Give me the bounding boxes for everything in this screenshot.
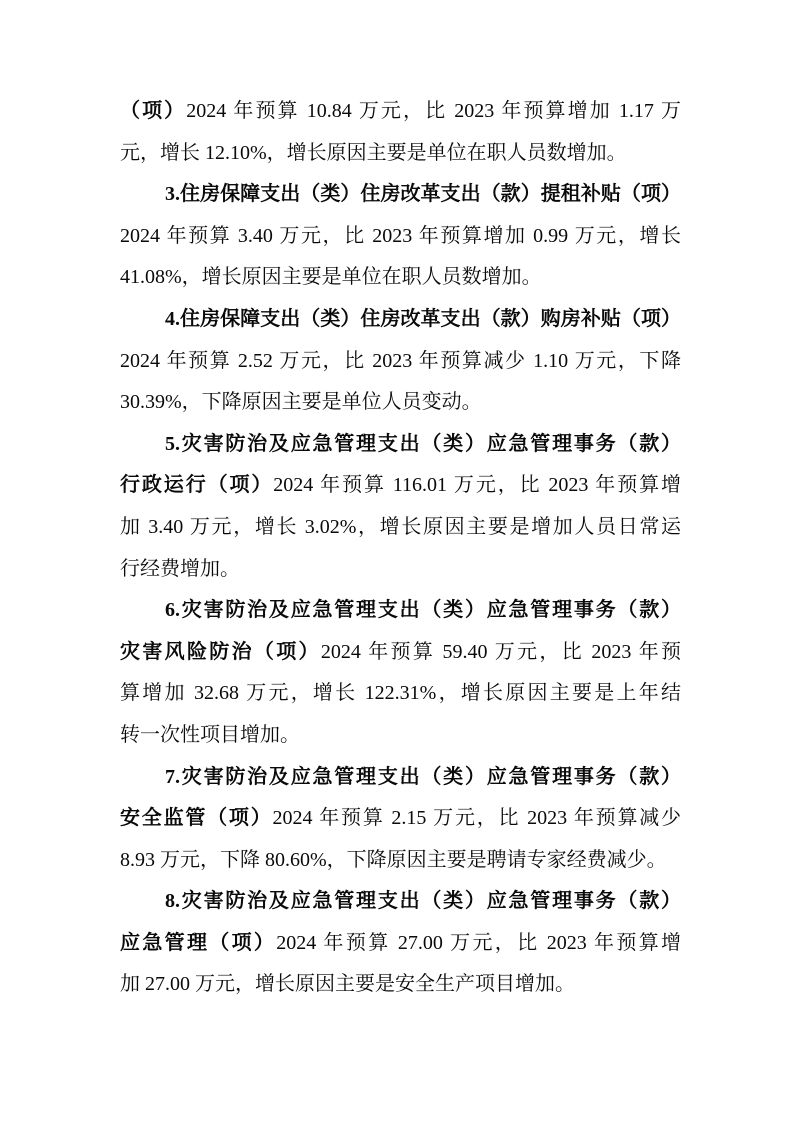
text-run: 2024 年预算 2.15 万元，比 2023 年预算减少 [272, 807, 681, 830]
doc-line [120, 424, 681, 466]
text-run: 30.39%，下降原因主要是单位人员变动。 [120, 391, 482, 414]
paragraph [120, 424, 681, 590]
bold-run: 8.灾害防治及应急管理支出（类）应急管理事务（款） [165, 890, 681, 913]
doc-line [120, 715, 681, 757]
doc-line [120, 798, 681, 840]
doc-line [120, 632, 681, 674]
text-run: 2024 年预算 2.52 万元，比 2023 年预算减少 1.10 万元，下降 [120, 349, 681, 372]
bold-run: 3.住房保障支出（类）住房改革支出（款）提租补贴（项） [165, 183, 681, 206]
doc-line [120, 923, 681, 965]
bold-run: 灾害风险防治（项） [120, 640, 321, 663]
paragraph [120, 174, 681, 299]
bold-run: 7.灾害防治及应急管理支出（类）应急管理事务（款） [165, 765, 681, 788]
bold-run: 安全监管（项） [120, 807, 273, 830]
doc-line [120, 840, 681, 882]
doc-line [120, 257, 681, 299]
paragraph [120, 299, 681, 424]
paragraph [120, 757, 681, 882]
doc-line [120, 549, 681, 591]
paragraph [120, 91, 681, 174]
text-run: 行经费增加。 [120, 557, 240, 580]
doc-line [120, 757, 681, 799]
text-run: 41.08%，增长原因主要是单位在职人员数增加。 [120, 266, 542, 289]
doc-line [120, 341, 681, 383]
bold-run: 应急管理（项） [120, 931, 277, 954]
document-body [120, 91, 681, 1006]
doc-line [120, 382, 681, 424]
doc-line [120, 91, 681, 133]
paragraph [120, 881, 681, 1006]
bold-run: 5.灾害防治及应急管理支出（类）应急管理事务（款） [165, 432, 681, 455]
text-run: 转一次性项目增加。 [120, 723, 300, 746]
text-run: 2024 年预算 27.00 万元，比 2023 年预算增 [276, 931, 681, 954]
text-run: 元，增长 12.10%，增长原因主要是单位在职人员数增加。 [120, 141, 627, 164]
text-run: 2024 年预算 116.01 万元，比 2023 年预算增 [273, 474, 681, 497]
doc-line [120, 133, 681, 175]
doc-line [120, 964, 681, 1006]
bold-run: 行政运行（项） [120, 474, 274, 497]
doc-line [120, 507, 681, 549]
bold-run: 6.灾害防治及应急管理支出（类）应急管理事务（款） [165, 599, 681, 622]
doc-line [120, 590, 681, 632]
doc-line [120, 465, 681, 507]
bold-run: 4.住房保障支出（类）住房改革支出（款）购房补贴（项） [165, 307, 681, 330]
text-run: 算增加 32.68 万元，增长 122.31%，增长原因主要是上年结 [120, 682, 681, 705]
text-run: 加 3.40 万元，增长 3.02%，增长原因主要是增加人员日常运 [120, 515, 681, 538]
text-run: 2024 年预算 3.40 万元，比 2023 年预算增加 0.99 万元，增长 [120, 224, 681, 247]
doc-line [120, 299, 681, 341]
text-run: 2024 年预算 59.40 万元，比 2023 年预 [320, 640, 681, 663]
bold-run: （项） [120, 100, 187, 122]
text-run: 加 27.00 万元，增长原因主要是安全生产项目增加。 [120, 973, 575, 996]
text-run: 2024 年预算 10.84 万元，比 2023 年预算增加 1.17 万 [186, 100, 681, 122]
doc-line [120, 174, 681, 216]
doc-line [120, 881, 681, 923]
text-run: 8.93 万元，下降 80.60%，下降原因主要是聘请专家经费减少。 [120, 848, 667, 871]
doc-line [120, 216, 681, 258]
paragraph [120, 590, 681, 756]
doc-line [120, 673, 681, 715]
